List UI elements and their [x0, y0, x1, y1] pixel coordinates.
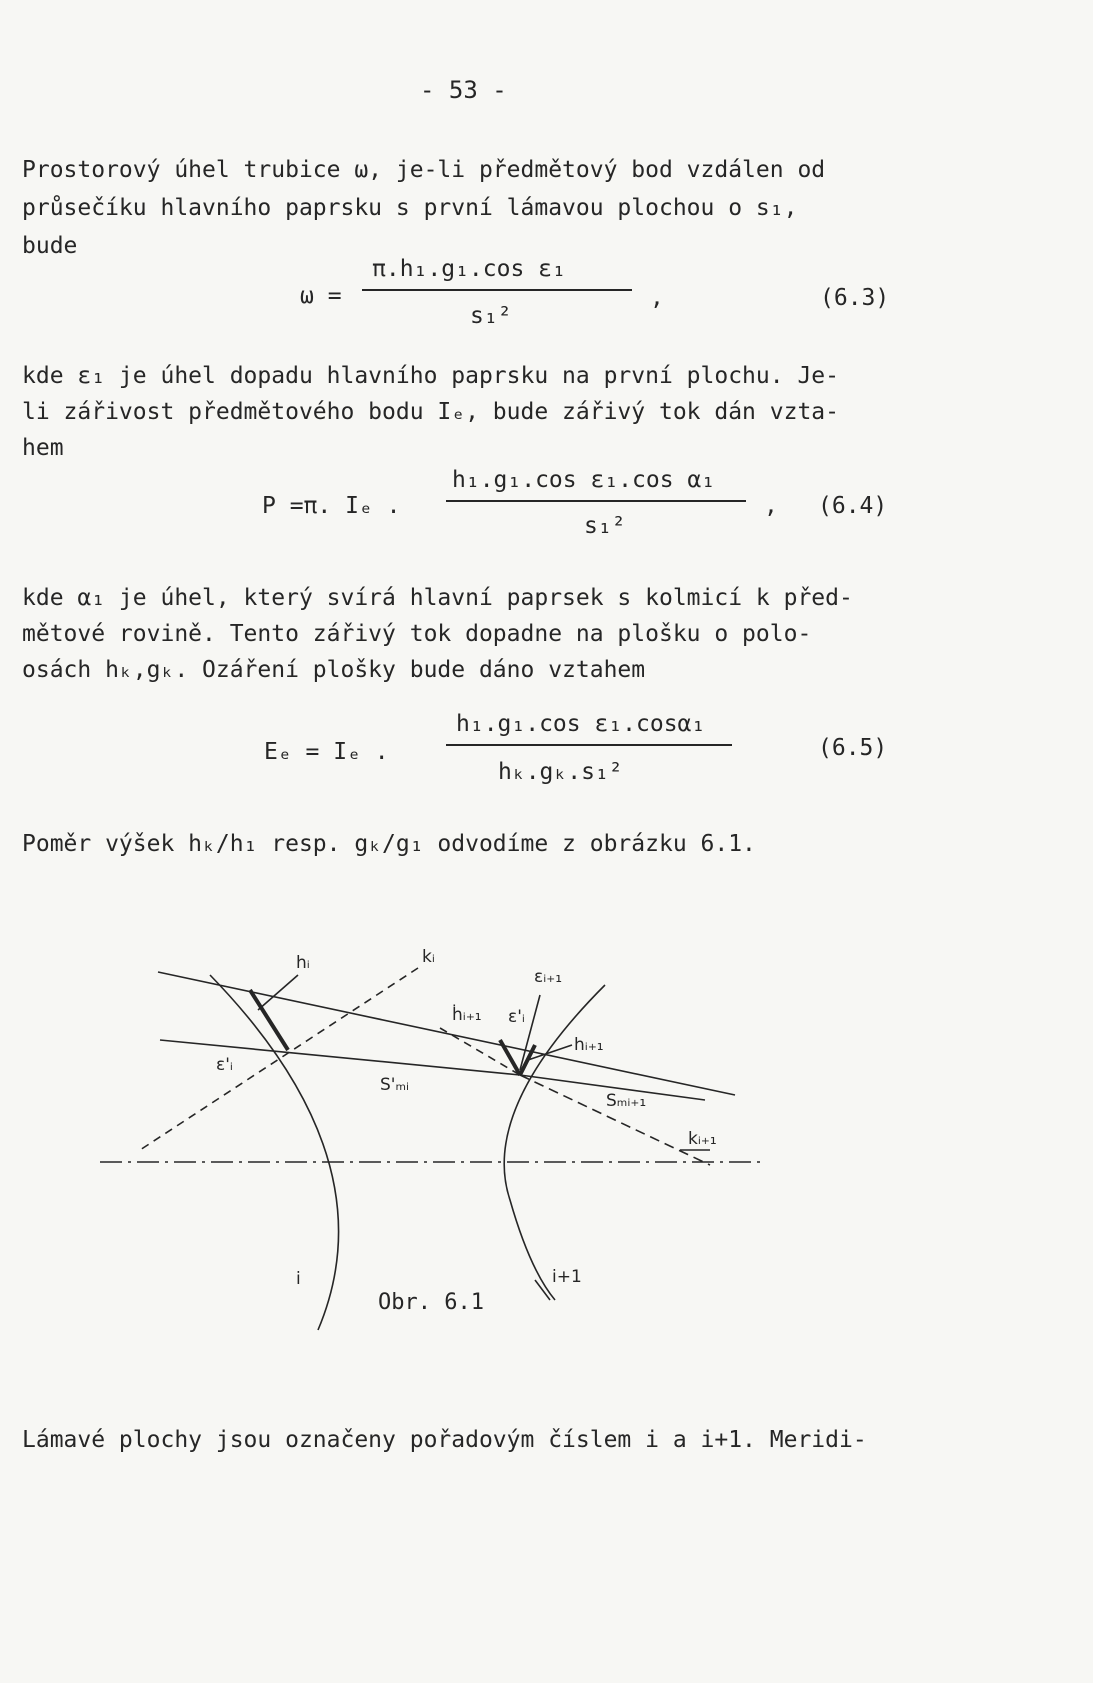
eq64-comma: ,	[764, 493, 778, 519]
label-i: i	[296, 1269, 301, 1289]
para1-line3: bude	[22, 233, 78, 259]
h-i1-segment-left	[500, 1040, 520, 1075]
figure-caption: Obr. 6.1	[378, 1290, 484, 1315]
para2-line2: li zářivost předmětového bodu Iₑ, bude zářivý tok dán vzta-	[22, 399, 839, 425]
para3-line2: mětové rovině. Tento zářivý tok dopadne na plošku o polo-	[22, 621, 812, 647]
para1-line1: Prostorový úhel trubice ω, je-li předmětový bod vzdálen od	[22, 157, 826, 183]
eq63-lhs: ω =	[300, 283, 342, 309]
label-s-mi1: Sₘᵢ₊₁	[606, 1091, 647, 1111]
label-k-i1: kᵢ₊₁	[688, 1129, 717, 1149]
eq63-numerator: π.h₁.g₁.cos ε₁	[372, 256, 566, 282]
h-i-leader	[258, 975, 298, 1010]
eq64-numerator: h₁.g₁.cos ε₁.cos α₁	[452, 467, 716, 493]
ray-s-mi-prime	[160, 1040, 520, 1075]
para3-line3: osách hₖ,gₖ. Ozáření plošky bude dáno vztahem	[22, 657, 646, 683]
para2-line3: hem	[22, 435, 64, 461]
page-number: - 53 -	[420, 76, 507, 104]
eq65-number: (6.5)	[818, 735, 888, 761]
label-i1: i+1	[552, 1267, 582, 1287]
label-s-mi-prime: S'ₘᵢ	[380, 1075, 410, 1095]
eq64-denominator: s₁²	[584, 513, 626, 539]
eq64-lhs: P =π. Iₑ .	[262, 493, 401, 519]
label-eps-prime-right: ε'ᵢ	[508, 1007, 525, 1027]
para3-line1: kde α₁ je úhel, který svírá hlavní paprsek s kolmicí k před-	[22, 585, 853, 611]
eq65-lhs: Eₑ = Iₑ .	[264, 739, 389, 765]
label-k-i: kᵢ	[422, 947, 435, 967]
label-h-i: hᵢ	[296, 953, 310, 973]
label-eps-i1: εᵢ₊₁	[534, 967, 563, 987]
label-h-i1-dot: ḣᵢ₊₁	[452, 1005, 482, 1025]
eq65-denominator: hₖ.gₖ.s₁²	[498, 759, 623, 785]
para2-line1: kde ε₁ je úhel dopadu hlavního paprsku na první plochu. Je-	[22, 363, 839, 389]
para4: Poměr výšek hₖ/h₁ resp. gₖ/g₁ odvodíme z obrázku 6.1.	[22, 831, 756, 857]
eq65-numerator: h₁.g₁.cos ε₁.cosα₁	[456, 711, 706, 737]
label-h-i1: hᵢ₊₁	[574, 1035, 604, 1055]
para5: Lámavé plochy jsou označeny pořadovým číslem i a i+1. Meridi-	[22, 1427, 867, 1453]
surface-i1	[504, 985, 605, 1300]
eq63-comma: ,	[650, 285, 664, 311]
label-eps-prime-left: ε'ᵢ	[216, 1055, 233, 1075]
eq64-number: (6.4)	[818, 493, 888, 519]
eq63-number: (6.3)	[820, 285, 890, 311]
para1-line2: průsečíku hlavního paprsku s první lámavou plochou o s₁,	[22, 195, 798, 221]
ray-upper	[158, 972, 735, 1095]
eq63-denominator: s₁²	[470, 303, 512, 329]
